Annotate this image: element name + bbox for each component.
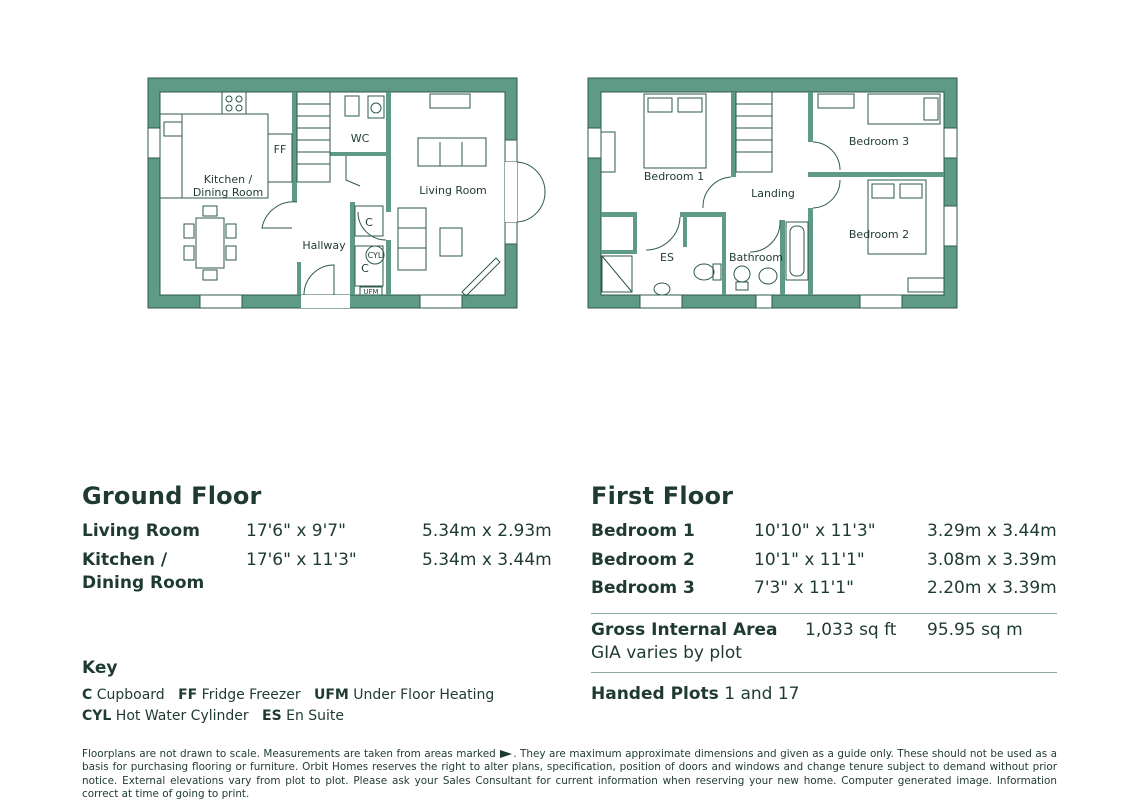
key-code: FF xyxy=(178,687,198,703)
ground-floor-title: Ground Floor xyxy=(82,482,262,510)
room-metric: 2.20m x 3.39m xyxy=(927,578,1057,598)
ground-floor-plan xyxy=(148,78,545,308)
label-bedroom2: Bedroom 2 xyxy=(848,228,910,241)
handed-label: Handed Plots xyxy=(591,684,719,704)
wall xyxy=(722,212,726,295)
room-name-line2: Dining Room xyxy=(82,573,205,593)
wall xyxy=(292,182,297,202)
first-floor-title: First Floor xyxy=(591,482,734,510)
divider xyxy=(591,672,1057,673)
key-desc: En Suite xyxy=(286,708,345,724)
disclaimer xyxy=(82,748,1057,802)
wall xyxy=(633,212,637,250)
floor-plans xyxy=(0,0,1135,330)
label-kitchen-2: Dining Room xyxy=(192,186,264,199)
front-door-gap xyxy=(301,295,350,308)
gia-label: Gross Internal Area xyxy=(591,620,778,640)
wall xyxy=(680,212,725,217)
wall xyxy=(330,152,386,156)
label-ufm: UFM xyxy=(363,288,379,296)
disclaimer-part2: . They are maximum approximate dimensions and given as a guide only. These should not be used as a basis for purchasing flooring or furniture. Orbit Homes reserves the right to alter plans, specification, position of doors and windows and change tenure subject to demand without prior notice. External elevations vary from plot to plot. Please ask your Sales Consultant for current information when reserving your new home. Computer generated image. Information correct at time of going to print. xyxy=(82,748,1057,801)
wall xyxy=(808,208,813,295)
front-door-swing xyxy=(304,265,334,295)
room-name: Bedroom 3 xyxy=(591,578,695,598)
disclaimer-part1: Floorplans are not drawn to scale. Measurements are taken from areas marked xyxy=(82,748,496,760)
label-living: Living Room xyxy=(419,184,487,197)
key-line-2 xyxy=(82,708,344,724)
wc-door xyxy=(346,156,360,186)
room-name: Bedroom 1 xyxy=(591,521,695,541)
label-es: ES xyxy=(660,251,674,264)
window xyxy=(860,295,902,308)
stairs xyxy=(297,92,330,182)
wall xyxy=(683,217,687,247)
room-metric: 5.34m x 3.44m xyxy=(422,550,552,570)
wall xyxy=(731,92,736,177)
divider xyxy=(591,613,1057,614)
handed-plots xyxy=(591,684,799,704)
room-imperial: 10'1" x 11'1" xyxy=(754,550,865,570)
label-hallway: Hallway xyxy=(302,239,346,252)
wall xyxy=(386,92,391,212)
gia-sqm: 95.95 sq m xyxy=(927,620,1023,640)
key-desc: Hot Water Cylinder xyxy=(115,708,249,724)
room-name: Living Room xyxy=(82,521,200,541)
label-bedroom3: Bedroom 3 xyxy=(848,135,910,148)
key-desc: Cupboard xyxy=(96,687,165,703)
window xyxy=(200,295,242,308)
handed-value: 1 and 17 xyxy=(724,684,800,704)
window xyxy=(505,140,517,162)
room-name: Bedroom 2 xyxy=(591,550,695,570)
wall xyxy=(808,92,813,142)
room-name: Kitchen / xyxy=(82,550,168,570)
label-cyl: CYL xyxy=(367,251,383,260)
key-code: UFM xyxy=(313,687,349,703)
key-code: ES xyxy=(262,708,282,724)
kitchen-door-swing xyxy=(262,202,297,228)
wall xyxy=(297,262,301,295)
french-door-swing xyxy=(517,162,545,222)
key-desc: Under Floor Heating xyxy=(353,687,495,703)
label-ff: FF xyxy=(273,143,287,156)
window xyxy=(505,222,517,244)
wall xyxy=(601,250,637,254)
room-metric: 5.34m x 2.93m xyxy=(422,521,552,541)
key-title: Key xyxy=(82,658,118,678)
wall xyxy=(350,202,355,295)
key-code: C xyxy=(82,687,93,703)
room-imperial: 17'6" x 11'3" xyxy=(246,550,357,570)
gia-sqft: 1,033 sq ft xyxy=(805,620,897,640)
label-landing: Landing xyxy=(751,187,795,200)
label-c2: C xyxy=(361,262,369,275)
window xyxy=(148,128,160,158)
label-bedroom1: Bedroom 1 xyxy=(643,170,705,183)
label-kitchen-1: Kitchen / xyxy=(203,173,253,186)
window xyxy=(944,206,957,246)
wall xyxy=(601,212,637,217)
gia-note: GIA varies by plot xyxy=(591,643,742,663)
wall xyxy=(808,172,944,177)
window xyxy=(756,295,772,308)
room-metric: 3.29m x 3.44m xyxy=(927,521,1057,541)
first-floor-plan xyxy=(588,78,957,308)
window xyxy=(420,295,462,308)
room-metric: 3.08m x 3.39m xyxy=(927,550,1057,570)
wc-fittings xyxy=(345,96,384,118)
french-door-gap xyxy=(505,162,517,222)
stairs xyxy=(736,92,772,172)
room-imperial: 17'6" x 9'7" xyxy=(246,521,346,541)
room-imperial: 7'3" x 11'1" xyxy=(754,578,854,598)
label-c1: C xyxy=(365,216,373,229)
window xyxy=(588,128,601,158)
wall xyxy=(386,240,391,295)
window xyxy=(640,295,682,308)
key-line-1 xyxy=(82,687,494,703)
measurement-marker-icon xyxy=(500,750,512,758)
key-code: CYL xyxy=(82,708,112,724)
dining-table xyxy=(184,206,236,280)
window xyxy=(944,128,957,158)
label-bathroom: Bathroom xyxy=(728,251,784,264)
key-desc: Fridge Freezer xyxy=(201,687,301,703)
room-imperial: 10'10" x 11'3" xyxy=(754,521,876,541)
wall xyxy=(292,92,297,182)
label-wc: WC xyxy=(350,132,370,145)
